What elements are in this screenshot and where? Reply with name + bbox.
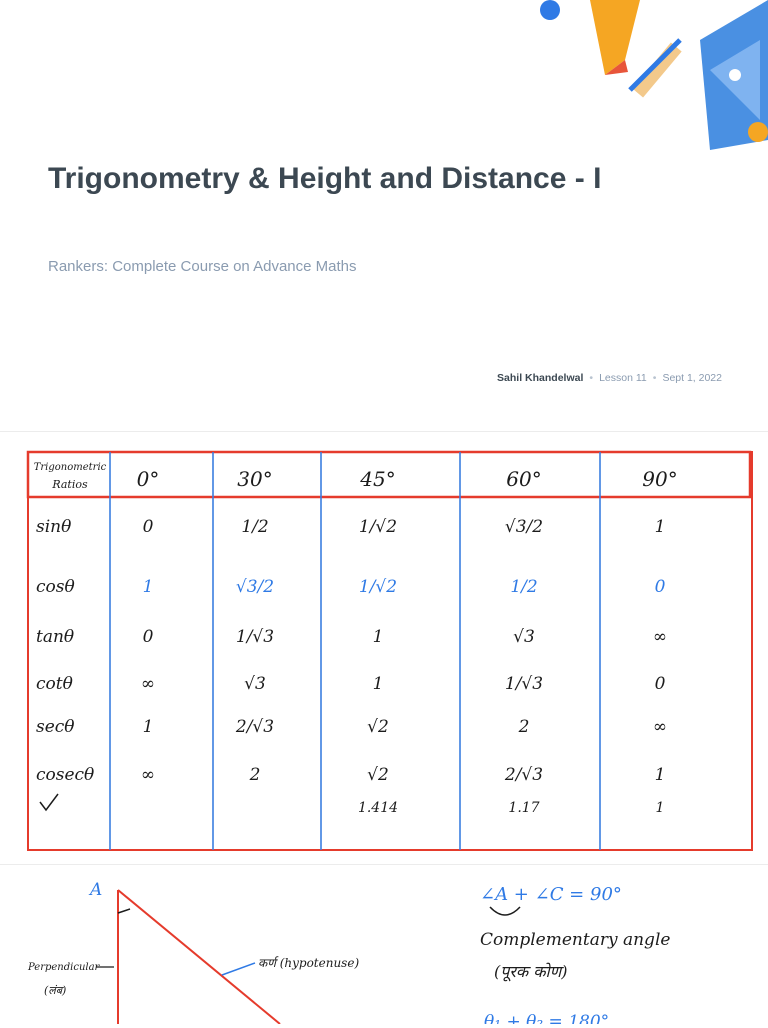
- table-cell: 1/√2: [358, 577, 398, 597]
- cover-slide: [0, 0, 768, 430]
- lesson-number: Lesson 11: [599, 372, 647, 384]
- table-cell: 1.414: [357, 800, 399, 816]
- orange-dot-decoration: [748, 122, 768, 142]
- table-cell: 2: [249, 765, 261, 785]
- corner-label: Ratios: [52, 478, 88, 491]
- meta-separator: •: [589, 372, 594, 384]
- course-name: Rankers: Complete Course on Advance Maths: [48, 258, 357, 275]
- column-header: 45°: [360, 467, 396, 491]
- table-cell: 2/√3: [235, 717, 275, 737]
- lesson-date: Sept 1, 2022: [662, 372, 722, 384]
- check-mark: [40, 794, 58, 810]
- table-cell: ∞: [140, 765, 156, 785]
- stationery-illustration: [530, 0, 768, 160]
- table-outer-border: [28, 452, 752, 850]
- vertex-label-a: A: [90, 880, 103, 900]
- table-cell: 0: [654, 577, 666, 597]
- table-cell: 1/2: [241, 517, 269, 537]
- table-cell: 0: [142, 517, 154, 537]
- table-cell: 2/√3: [504, 765, 544, 785]
- table-cell: ∞: [140, 674, 156, 694]
- trig-ratio-table: [0, 432, 768, 864]
- complementary-hindi-label: (पूरक कोण): [494, 962, 568, 981]
- perpendicular-hindi-label: (लंब): [44, 984, 67, 997]
- angle-mark: [118, 909, 130, 913]
- table-cell: ∞: [652, 717, 668, 737]
- blue-dot-decoration: [540, 0, 560, 20]
- meta-separator: •: [652, 372, 657, 384]
- table-cell: 0: [142, 627, 154, 647]
- author-name: Sahil Khandelwal: [497, 372, 584, 384]
- row-label: sinθ: [36, 517, 72, 537]
- table-cell: 1: [372, 627, 384, 647]
- supplementary-equation: θ₁ + θ₂ = 180°: [484, 1012, 610, 1024]
- hypotenuse-label: कर्ण (hypotenuse): [258, 956, 360, 970]
- triangle-hypotenuse-side: [118, 890, 280, 1024]
- lesson-meta: [497, 372, 722, 384]
- ruler-decoration: [632, 43, 681, 98]
- trig-table-slide: [0, 432, 768, 864]
- row-label: cosecθ: [36, 765, 95, 785]
- perpendicular-label: Perpendicular: [28, 962, 100, 973]
- column-header: 0°: [136, 467, 160, 491]
- table-cell: ∞: [652, 627, 668, 647]
- complementary-angle-label: Complementary angle: [480, 930, 671, 950]
- table-cell: 1: [654, 765, 666, 785]
- row-label: cosθ: [36, 577, 75, 597]
- table-cell: √3/2: [504, 517, 544, 537]
- table-cell: √3: [513, 627, 535, 647]
- table-cell: 1/√3: [504, 674, 544, 694]
- triangle-notes-slide: [0, 865, 768, 1024]
- table-cell: √3: [244, 674, 266, 694]
- table-cell: 1: [654, 517, 666, 537]
- table-cell: 1/√3: [235, 627, 275, 647]
- table-cell: 1/2: [510, 577, 538, 597]
- row-label: tanθ: [36, 627, 75, 647]
- column-header: 90°: [642, 467, 678, 491]
- table-cell: √2: [367, 717, 389, 737]
- column-header: 30°: [237, 467, 273, 491]
- table-cell: √2: [367, 765, 389, 785]
- table-cell: 1: [142, 577, 154, 597]
- table-cell: √3/2: [235, 577, 275, 597]
- row-label: secθ: [36, 717, 75, 737]
- table-cell: 1: [655, 800, 665, 816]
- column-header: 60°: [506, 467, 542, 491]
- table-cell: 1/√2: [358, 517, 398, 537]
- row-label: cotθ: [36, 674, 73, 694]
- table-cell: 1: [142, 717, 154, 737]
- table-cell: 0: [654, 674, 666, 694]
- angle-sum-equation: ∠A + ∠C = 90°: [480, 884, 622, 905]
- table-cell: 1: [372, 674, 384, 694]
- lesson-title: Trigonometry & Height and Distance - I: [48, 162, 602, 195]
- triangle-diagram: [0, 865, 768, 1024]
- corner-label: Trigonometric: [33, 462, 107, 473]
- table-cell: 2: [518, 717, 530, 737]
- pencil-decoration: [590, 0, 640, 75]
- table-cell: 1.17: [508, 800, 540, 816]
